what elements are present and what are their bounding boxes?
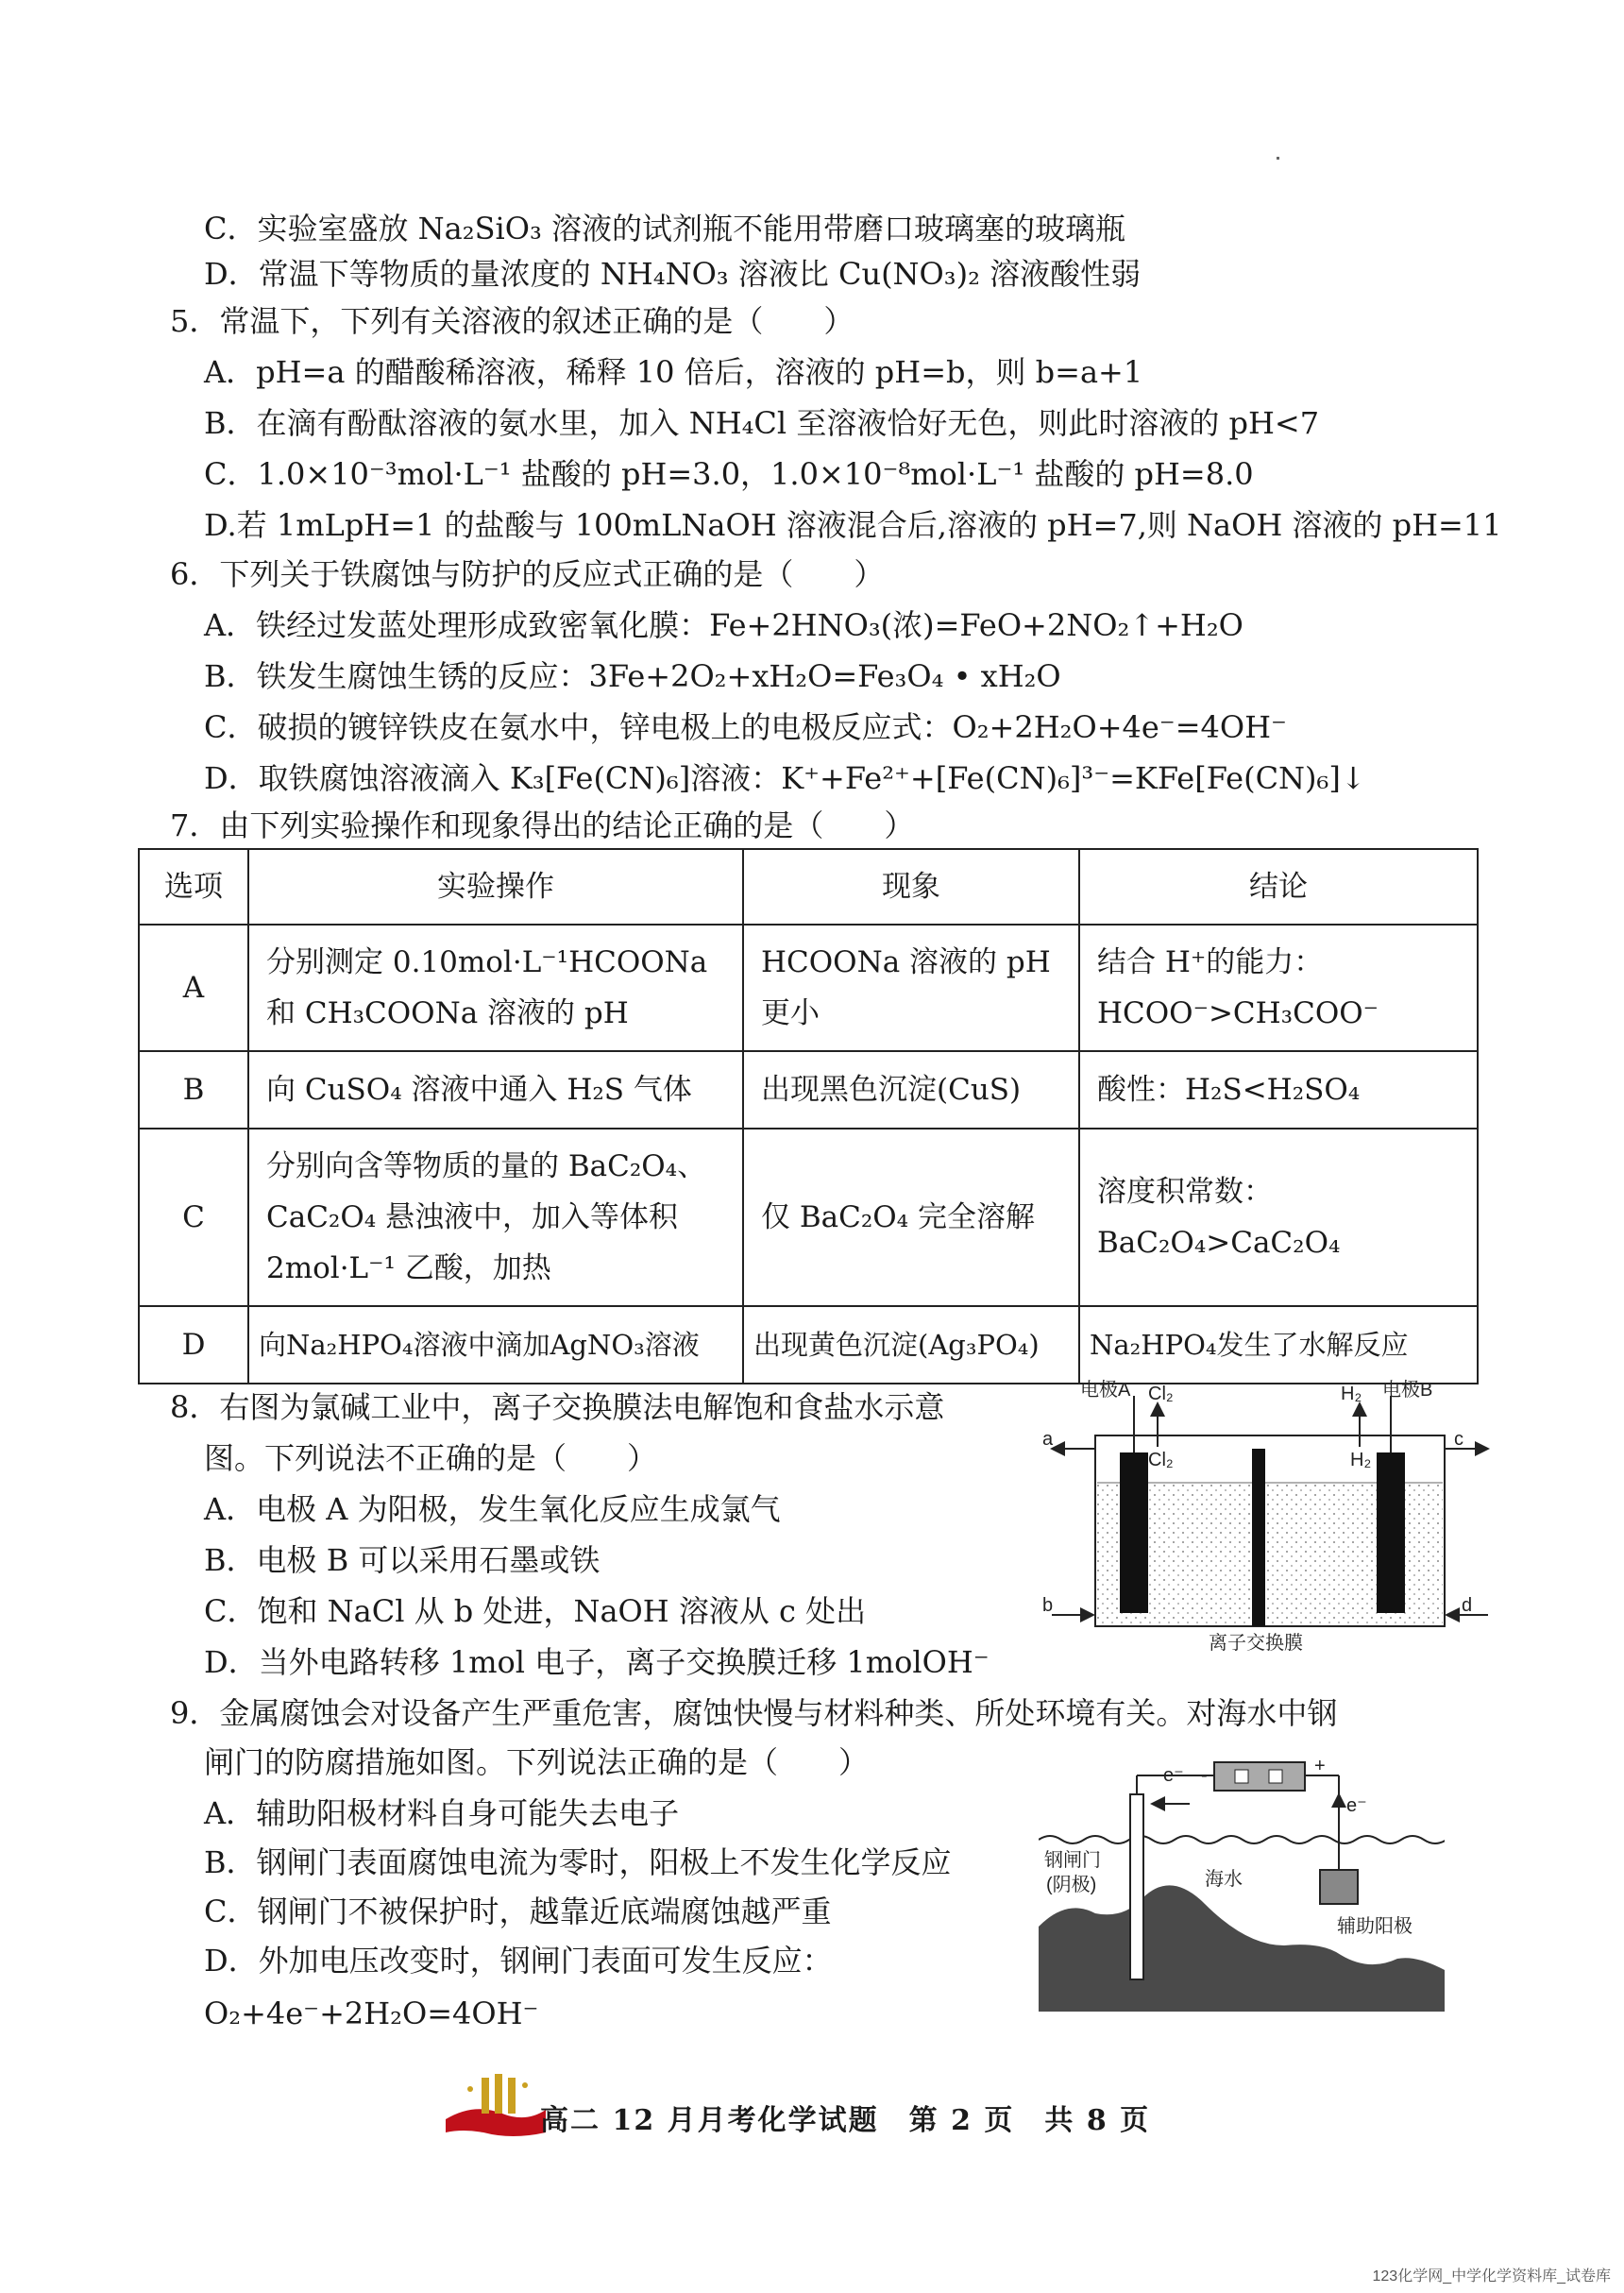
label-e-right: e⁻ — [1346, 1795, 1367, 1816]
q4-option-d: D．常温下等物质的量浓度的 NH₄NO₃ 溶液比 Cu(NO₃)₂ 溶液酸性弱 — [204, 256, 1142, 292]
table-row — [139, 1306, 1478, 1384]
label-h2-top: H₂ — [1341, 1384, 1362, 1404]
q9-stem-cont: 闸门的防腐措施如图。下列说法正确的是（ ） — [204, 1744, 870, 1780]
label-membrane: 离子交换膜 — [1209, 1633, 1303, 1654]
row-phenomenon: 出现黄色沉淀(Ag₃PO₄) — [743, 1306, 1079, 1384]
label-cl2: Cl₂ — [1148, 1450, 1174, 1470]
table-header-row — [139, 849, 1478, 925]
label-e-left: e⁻ — [1163, 1765, 1184, 1786]
row-operation: 向 CuSO₄ 溶液中通入 H₂S 气体 — [248, 1051, 743, 1129]
label-electrode-b: 电极B — [1382, 1380, 1433, 1401]
row-phenomenon: 出现黑色沉淀(CuS) — [743, 1051, 1079, 1129]
table-row — [139, 1129, 1478, 1306]
header-option: 选项 — [139, 849, 248, 925]
experiment-table — [138, 848, 1479, 1384]
q8-option-c: C．饱和 NaCl 从 b 处进，NaOH 溶液从 c 处出 — [204, 1593, 867, 1629]
school-logo-icon — [436, 2064, 550, 2140]
row-operation: 分别测定 0.10mol·L⁻¹HCOONa 和 CH₃COONa 溶液的 pH — [248, 925, 743, 1051]
label-c: c — [1454, 1429, 1463, 1450]
row-phenomenon: 仅 BaC₂O₄ 完全溶解 — [743, 1129, 1079, 1306]
q9-stem: 9．金属腐蚀会对设备产生严重危害，腐蚀快慢与材料种类、所处环境有关。对海水中钢 — [170, 1695, 1338, 1731]
row-operation: 向Na₂HPO₄溶液中滴加AgNO₃溶液 — [248, 1306, 743, 1384]
q9-option-b: B．钢闸门表面腐蚀电流为零时，阳极上不发生化学反应 — [204, 1844, 952, 1880]
q9-option-c: C．钢闸门不被保护时，越靠近底端腐蚀越严重 — [204, 1894, 832, 1929]
label-cl2-top: Cl₂ — [1148, 1384, 1174, 1404]
label-h2: H₂ — [1350, 1450, 1372, 1470]
label-a: a — [1042, 1429, 1054, 1450]
q8-option-d: D．当外电路转移 1mol 电子，离子交换膜迁移 1molOH⁻ — [204, 1644, 990, 1680]
steel-gate — [1130, 1794, 1143, 1979]
q6-option-c: C．破损的镀锌铁皮在氨水中，锌电极上的电极反应式：O₂+2H₂O+4e⁻=4OH⁻ — [204, 709, 1287, 745]
table-row — [139, 925, 1478, 1051]
row-conclusion: 酸性：H₂S<H₂SO₄ — [1079, 1051, 1478, 1129]
q8-option-a: A．电极 A 为阳极，发生氧化反应生成氯气 — [204, 1491, 781, 1527]
electrolysis-diagram — [1039, 1379, 1492, 1662]
header-phenomenon: 现象 — [743, 849, 1079, 925]
row-conclusion: Na₂HPO₄发生了水解反应 — [1079, 1306, 1478, 1384]
label-minus: - — [1201, 1765, 1208, 1786]
row-option: A — [139, 925, 248, 1051]
power-supply — [1214, 1762, 1305, 1791]
q5-option-c: C．1.0×10⁻³mol·L⁻¹ 盐酸的 pH=3.0，1.0×10⁻⁸mol·L⁻¹ 盐酸的 pH=8.0 — [204, 456, 1254, 492]
q8-stem-cont: 图。下列说法不正确的是（ ） — [204, 1440, 658, 1476]
auxiliary-anode — [1320, 1870, 1358, 1904]
speck — [1277, 157, 1279, 160]
label-d: d — [1462, 1595, 1473, 1616]
label-cathode: (阴极) — [1046, 1875, 1097, 1895]
q9-option-a: A．辅助阳极材料自身可能失去电子 — [204, 1795, 680, 1831]
label-seawater: 海水 — [1205, 1869, 1243, 1890]
label-gate: 钢闸门 — [1044, 1850, 1101, 1871]
q5-stem: 5．常温下，下列有关溶液的叙述正确的是（ ） — [170, 303, 854, 339]
row-conclusion: 溶度积常数： BaC₂O₄>CaC₂O₄ — [1079, 1129, 1478, 1306]
q6-stem: 6．下列关于铁腐蚀与防护的反应式正确的是（ ） — [170, 556, 885, 592]
q8-stem: 8．右图为氯碱工业中，离子交换膜法电解饱和食盐水示意 — [170, 1389, 945, 1425]
row-conclusion: 结合 H⁺的能力： HCOO⁻>CH₃COO⁻ — [1079, 925, 1478, 1051]
q8-option-b: B．电极 B 可以采用石墨或铁 — [204, 1542, 601, 1578]
label-aux-anode: 辅助阳极 — [1337, 1916, 1413, 1937]
table-row — [139, 1051, 1478, 1129]
row-option: B — [139, 1051, 248, 1129]
q5-option-b: B．在滴有酚酞溶液的氨水里，加入 NH₄Cl 至溶液恰好无色，则此时溶液的 pH<7 — [204, 405, 1320, 441]
page-footer: 高二 12 月月考化学试题 第 2 页 共 8 页 — [540, 2104, 1151, 2137]
electrode-a — [1120, 1452, 1148, 1613]
corrosion-protection-diagram — [1039, 1757, 1445, 2012]
q5-option-d: D.若 1mLpH=1 的盐酸与 100mLNaOH 溶液混合后,溶液的 pH=7,则 NaOH 溶液的 pH=11 — [204, 507, 1502, 543]
q5-option-a: A．pH=a 的醋酸稀溶液，稀释 10 倍后，溶液的 pH=b，则 b=a+1 — [204, 354, 1143, 390]
q7-stem: 7．由下列实验操作和现象得出的结论正确的是（ ） — [170, 807, 915, 843]
header-operation: 实验操作 — [248, 849, 743, 925]
label-plus: + — [1314, 1757, 1326, 1776]
electrode-b — [1377, 1452, 1405, 1613]
row-option: D — [139, 1306, 248, 1384]
q6-option-b: B．铁发生腐蚀生锈的反应：3Fe+2O₂+xH₂O=Fe₃O₄ • xH₂O — [204, 658, 1061, 694]
row-phenomenon: HCOONa 溶液的 pH 更小 — [743, 925, 1079, 1051]
q4-option-c: C．实验室盛放 Na₂SiO₃ 溶液的试剂瓶不能用带磨口玻璃塞的玻璃瓶 — [204, 211, 1125, 246]
q9-option-d-equation: O₂+4e⁻+2H₂O=4OH⁻ — [204, 1996, 539, 2031]
header-conclusion: 结论 — [1079, 849, 1478, 925]
label-electrode-a: 电极A — [1080, 1380, 1131, 1401]
label-b: b — [1042, 1595, 1054, 1616]
row-option: C — [139, 1129, 248, 1306]
source-watermark: 123化学网_中学化学资料库_试卷库 — [1372, 2268, 1611, 2285]
q6-option-a: A．铁经过发蓝处理形成致密氧化膜：Fe+2HNO₃(浓)=FeO+2NO₂↑+H₂O — [204, 607, 1243, 643]
row-operation: 分别向含等物质的量的 BaC₂O₄、 CaC₂O₄ 悬浊液中，加入等体积 2mol·L⁻¹ 乙酸，加热 — [248, 1129, 743, 1306]
q9-option-d: D．外加电压改变时，钢闸门表面可发生反应： — [204, 1943, 833, 1979]
ion-exchange-membrane — [1252, 1449, 1265, 1626]
q6-option-d: D．取铁腐蚀溶液滴入 K₃[Fe(CN)₆]溶液：K⁺+Fe²⁺+[Fe(CN)₆]³⁻=KFe[Fe(CN)₆]↓ — [204, 760, 1366, 796]
